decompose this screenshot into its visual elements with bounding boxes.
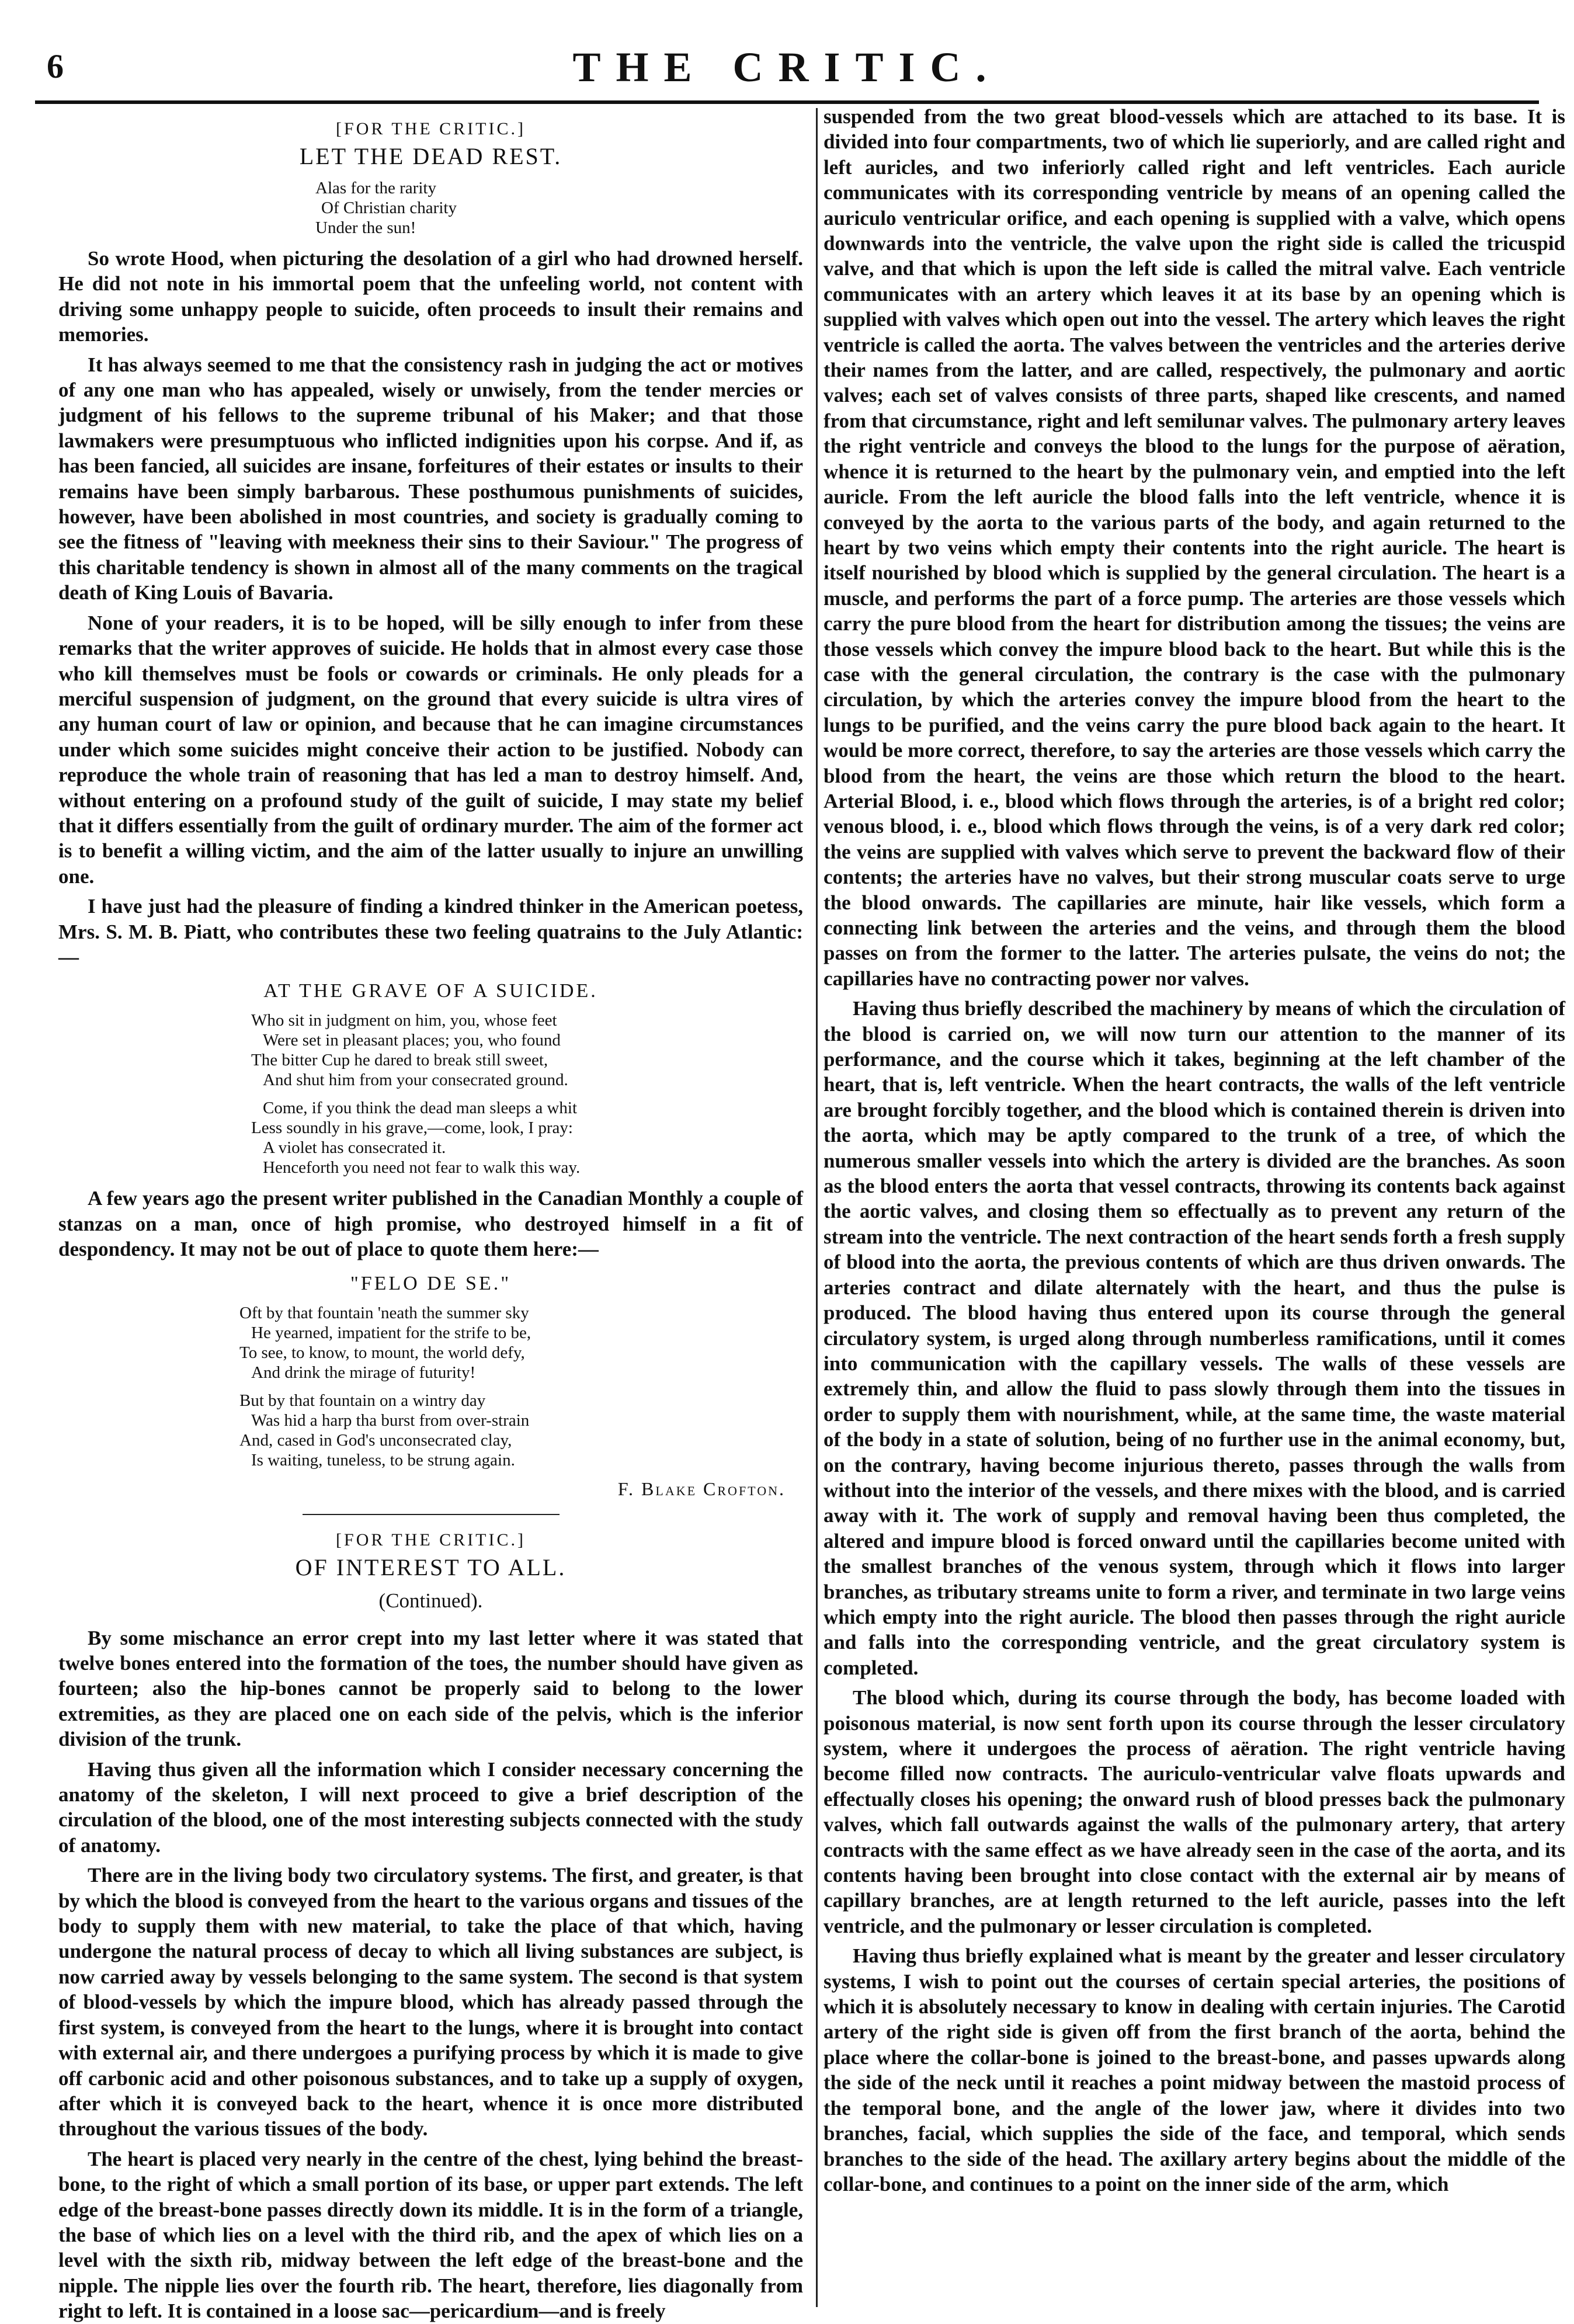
poem-line: Oft by that fountain 'neath the summer sky	[239, 1303, 529, 1322]
poem-line: To see, to know, to mount, the world defy,	[239, 1343, 525, 1362]
left-column	[58, 104, 803, 2323]
poem1-stanza-2	[251, 1098, 803, 1177]
epigraph-line: Of Christian charity	[321, 199, 457, 217]
poem-line: And drink the mirage of futurity!	[251, 1363, 476, 1382]
page-number: 6	[47, 47, 64, 85]
poem-line: A violet has consecrated it.	[263, 1138, 446, 1158]
poem-line: Who sit in judgment on him, you, whose feet	[251, 1011, 557, 1030]
article1-paragraph: It has always seemed to me that the consistency rash in judging the act or motives of any one man who has appealed, wisely or unwisely, from the tender mercies or judgment of his fellows to the supreme tribunal of his Maker; and that those lawmakers were presumptuous who inflicted indignities upon his corpse. And if, as has been fancied, all suicides are insane, forfeitures of their estates or insults to their remains have been simply barbarous. These posthumous punishments of suicides, however, have been abolished in most countries, and society is gradually coming to see the fitness of "leaving with meekness their sins to their Saviour." The progress of this charitable tendency is shown in almost all of the many comments on the tragical death of King Louis of Bavaria.	[58, 353, 803, 605]
article2-subtitle: (Continued).	[378, 1589, 483, 1612]
epigraph-line: Alas for the rarity	[315, 179, 436, 197]
poem1-title: AT THE GRAVE OF A SUICIDE.	[263, 980, 598, 1002]
poem-line: And shut him from your consecrated ground.	[263, 1071, 568, 1090]
poem-line: But by that fountain on a wintry day	[239, 1391, 486, 1410]
article2-paragraph: Having thus briefly explained what is meant by the greater and lesser circulatory systems, I wish to point out the courses of certain special arteries, the positions of which it is absolutely necessary to know in dealing with certain injuries. The Carotid artery of the right side is given off from the first branch of the aorta, behind the place where the collar-bone is joined to the breast-bone, and passes upwards along the side of the neck until it reaches a point midway between the mastoid process of the temporal bone, and the angle of the lower jaw, where it divides into two branches, facial, which supplies the side of the face, and temporal, which sends branches to the side of the head. The axillary artery begins about the middle of the collar-bone, and continues to a point on the inner side of the arm, which	[824, 1944, 1565, 2196]
poem-line: Is waiting, tuneless, to be strung again.	[251, 1450, 515, 1470]
poem-line: And, cased in God's unconsecrated clay,	[239, 1430, 512, 1450]
poem-line: The bitter Cup he dared to break still sweet,	[251, 1051, 548, 1070]
article1-paragraph: So wrote Hood, when picturing the desolation of a girl who had drowned herself. He did not note in his immortal poem that the unfeeling world, not content with driving some unhappy people to suicide, often proceeds to insult their remains and memories.	[58, 247, 803, 346]
article2-paragraph: The heart is placed very nearly in the centre of the chest, lying behind the breast-bone, to the right of which a small portion of its base, or upper part extends. The left edge of the breast-bone passes directly down its middle. It is in the form of a triangle, the base of which lies on a level with the third rib, and the apex of which lies on a level with the sixth rib, midway between the left edge of the breast-bone and the nipple. The nipple lies over the fourth rib. The heart, therefore, lies diagonally from right to left. It is contained in a loose sac—pericardium—and is freely	[58, 2147, 803, 2323]
poem-line: He yearned, impatient for the strife to be,	[251, 1323, 531, 1342]
article2-paragraph: Having thus given all the information which I consider necessary concerning the anatomy of the skeleton, I will next proceed to give a brief description of the circulation of the blood, one of the most interesting subjects connected with the study of anatomy.	[58, 1757, 803, 1857]
article2-paragraph: There are in the living body two circulatory systems. The first, and greater, is that by which the blood is conveyed from the heart to the various organs and tissues of the body to supply them with new material, to take the place of that which, having undergone the natural process of decay to which all living substances are subject, is now carried away by vessels belonging to the same system. The second is that system of blood-vessels by which the impure blood, which has already passed through the first system, is conveyed from the heart to the lungs, where it is brought into contact with external air, and there undergoes a purifying process by which it is made to give off carbonic acid and other poisonous substances, and to take up a supply of oxygen, after which it is conveyed back to the heart, whence it is once more distributed throughout the various tissues of the body.	[58, 1864, 803, 2141]
column-divider	[816, 108, 818, 2307]
article2-title: OF INTEREST TO ALL.	[295, 1554, 567, 1580]
article2-paragraph: The blood which, during its course through the body, has become loaded with poisonous material, is now sent forth upon its course through the lesser circulatory system, where it undergoes the process of aëration. The right ventricle having become filled now contracts. The auriculo-ventricular valve floats upwards and effectually closes his opening; the onward rush of blood presses back the pulmonary valves, which fall outwards against the walls of the pulmonary artery, that artery contracts with the same effect as we have already seen in the case of the aorta, and its contents having been brought into close contact with the external air by means of capillary branches, are at length returned to the left auricle, passes into the left ventricle, and the pulmonary or lesser circulation is completed.	[824, 1686, 1565, 1937]
article1-title: LET THE DEAD REST.	[299, 143, 562, 169]
article2-paragraph: Having thus briefly described the machinery by means of which the circulation of the blood is carried on, we will now turn our attention to the manner of its performance, and the course which it takes, beginning at the left chamber of the heart, that is, left ventricle. When the heart contracts, the walls of the left ventricle are brought forcibly together, and the blood which is contained therein is driven into the aorta, which may be aptly compared to the trunk of a tree, of which the numerous smaller vessels into which the artery is divided are the branches. As soon as the blood enters the aorta that vessel contracts, throwing its contents back against the aortic valves, and closing them so effectually as to prevent any return of the stream into the ventricle. The next contraction of the heart sends forth a fresh supply of blood into the aorta, the previous contents of which are thus driven onwards. The arteries contract and dilate alternately with the heart, and thus the pulse is produced. The blood having thus entered upon its course through the general circulatory system, is urged along through numberless ramifications, until it comes into communication with the capillary vessels. The walls of these vessels are extremely thin, and allow the fluid to pass slowly through them into the tissues in order to supply them with nourishment, while, at the same time, the waste material of the body in a state of solution, being of no further use in the animal economy, but, on the contrary, having become injurious thereto, passes through the walls from without into the interior of the vessels, and there mixes with the blood, and is carried away with it. The work of supply and removal having been thus completed, the altered and impure blood is forced onward until the capillaries become united with the smallest branches of the venous system, through which it flows into larger branches, as tributary streams unite to form a river, and terminate in two large veins which empty into the right auricle. The blood then passes through the right auricle and falls into the corresponding ventricle, and the great circulatory system is completed.	[824, 997, 1565, 1679]
poem-line: Was hid a harp tha burst from over-strain	[251, 1411, 530, 1430]
poem2-stanza-1	[239, 1303, 803, 1382]
poem-line: Henceforth you need not fear to walk this way.	[263, 1158, 581, 1177]
poem2-title: "FELO DE SE."	[350, 1272, 512, 1294]
article1-paragraph: A few years ago the present writer published in the Canadian Monthly a couple of stanzas on a man, once of high promise, who destroyed himself in a fit of despondency. It may not be out of place to quote them here:—	[58, 1187, 803, 1261]
author-signature: F. Blake Crofton.	[617, 1478, 786, 1499]
article2-kicker: [FOR THE CRITIC.]	[336, 1530, 526, 1550]
article-separator	[303, 1514, 560, 1515]
poem-line: Were set in pleasant places; you, who found	[263, 1031, 561, 1050]
poem-line: Less soundly in his grave,—come, look, I pray:	[251, 1118, 573, 1138]
article1-paragraph: I have just had the pleasure of finding a kindred thinker in the American poetess, Mrs. S. M. B. Piatt, who contributes these two feeling quatrains to the July Atlantic:—	[58, 895, 803, 968]
article1-paragraph: None of your readers, it is to be hoped, will be silly enough to infer from these remarks that the writer approves of suicide. He holds that in almost every case those who kill themselves must be fools or cowards or criminals. He only pleads for a merciful suspension of judgment, on the ground that every suicide is ultra vires of any human court of law or opinion, and because that he can imagine circumstances under which some suicides might conceive their action to be justified. Nobody can reproduce the whole train of reasoning that has led a man to destroy himself. And, without entering on a profound study of the guilt of suicide, I may state my belief that it differs essentially from the guilt of ordinary murder. The aim of the former act is to benefit a willing victim, and the aim of the latter usually to injure an unwilling one.	[58, 611, 803, 888]
poem1-stanza-1	[251, 1010, 803, 1090]
masthead-title: THE CRITIC.	[572, 44, 1002, 91]
poem2-stanza-2	[239, 1391, 803, 1470]
article2-paragraph: By some mischance an error crept into my last letter where it was stated that twelve bones entered into the formation of the toes, the number should have given as fourteen; also the hip-bones cannot be properly said to belong to the lower extremities, as they are placed one on each side of the pelvis, which is the inferior division of the trunk.	[58, 1626, 803, 1751]
poem-line: Come, if you think the dead man sleeps a whit	[263, 1099, 578, 1118]
article1-kicker: [FOR THE CRITIC.]	[336, 119, 526, 138]
right-column	[824, 104, 1565, 2310]
article2-paragraph: suspended from the two great blood-vessels which are attached to its base. It is divided into four compartments, two of which lie superiorly, and are called right and left auricles, and two inferiorly called right and left ventricles. Each auricle communicates with its corresponding ventricle by means of an opening called the auriculo ventricular orifice, and each opening is supplied with a valve, which opens downwards into the ventricle, the valve upon the right side is called the tricuspid valve, and that which is upon the left side is called the mitral valve. Each ventricle communicates with an artery which leaves it at its base by an opening which is supplied with valves which open out into the vessel. The artery which leaves the right ventricle is called the aorta. The valves between the ventricles and the arteries derive their names from the latter, and are called, respectively, the pulmonary and aortic valves; each set of valves consists of three parts, shaped like crescents, and named from that circumstance, right and left semilunar valves. The pulmonary artery leaves the right ventricle and conveys the blood to the lungs for the purpose of aëration, whence it is returned to the heart by the pulmonary vein, and emptied into the left auricle. From the left auricle the blood falls into the left ventricle, whence it is conveyed by the aorta to the various parts of the body, and again returned to the heart by two veins which empty their contents into the right auricle. The heart is itself nourished by blood which is supplied by the general circulation. The heart is a muscle, and performs the part of a force pump. The arteries are those vessels which carry the pure blood from the heart for distribution among the tissues; the veins are those vessels which convey the impure blood back to the heart. But while this is the case with the general circulation, the contrary is the case with the pulmonary circulation, by which the arteries convey the impure blood from the heart to the lungs to be purified, and the veins carry the pure blood back again to the heart. It would be more correct, therefore, to say the arteries are those vessels which carry the blood from the heart, the veins are those which return the blood to the heart. Arterial Blood, i. e., blood which flows through the arteries, is of a bright red color; venous blood, i. e., blood which flows through the veins, is of a very dark red color; the veins are supplied with valves which serve to prevent the backward flow of their contents; the arteries have no valves, but their strong muscular coats serve to urge the blood onwards. The capillaries are minute, hair like vessels, which form a connecting link between the arteries and the veins, and through them the blood passes on from the former to the latter. The arteries pulsate, the veins do not; the capillaries have no contracting power nor valves.	[824, 105, 1565, 990]
article1-epigraph	[315, 178, 803, 238]
epigraph-line: Under the sun!	[315, 218, 416, 237]
